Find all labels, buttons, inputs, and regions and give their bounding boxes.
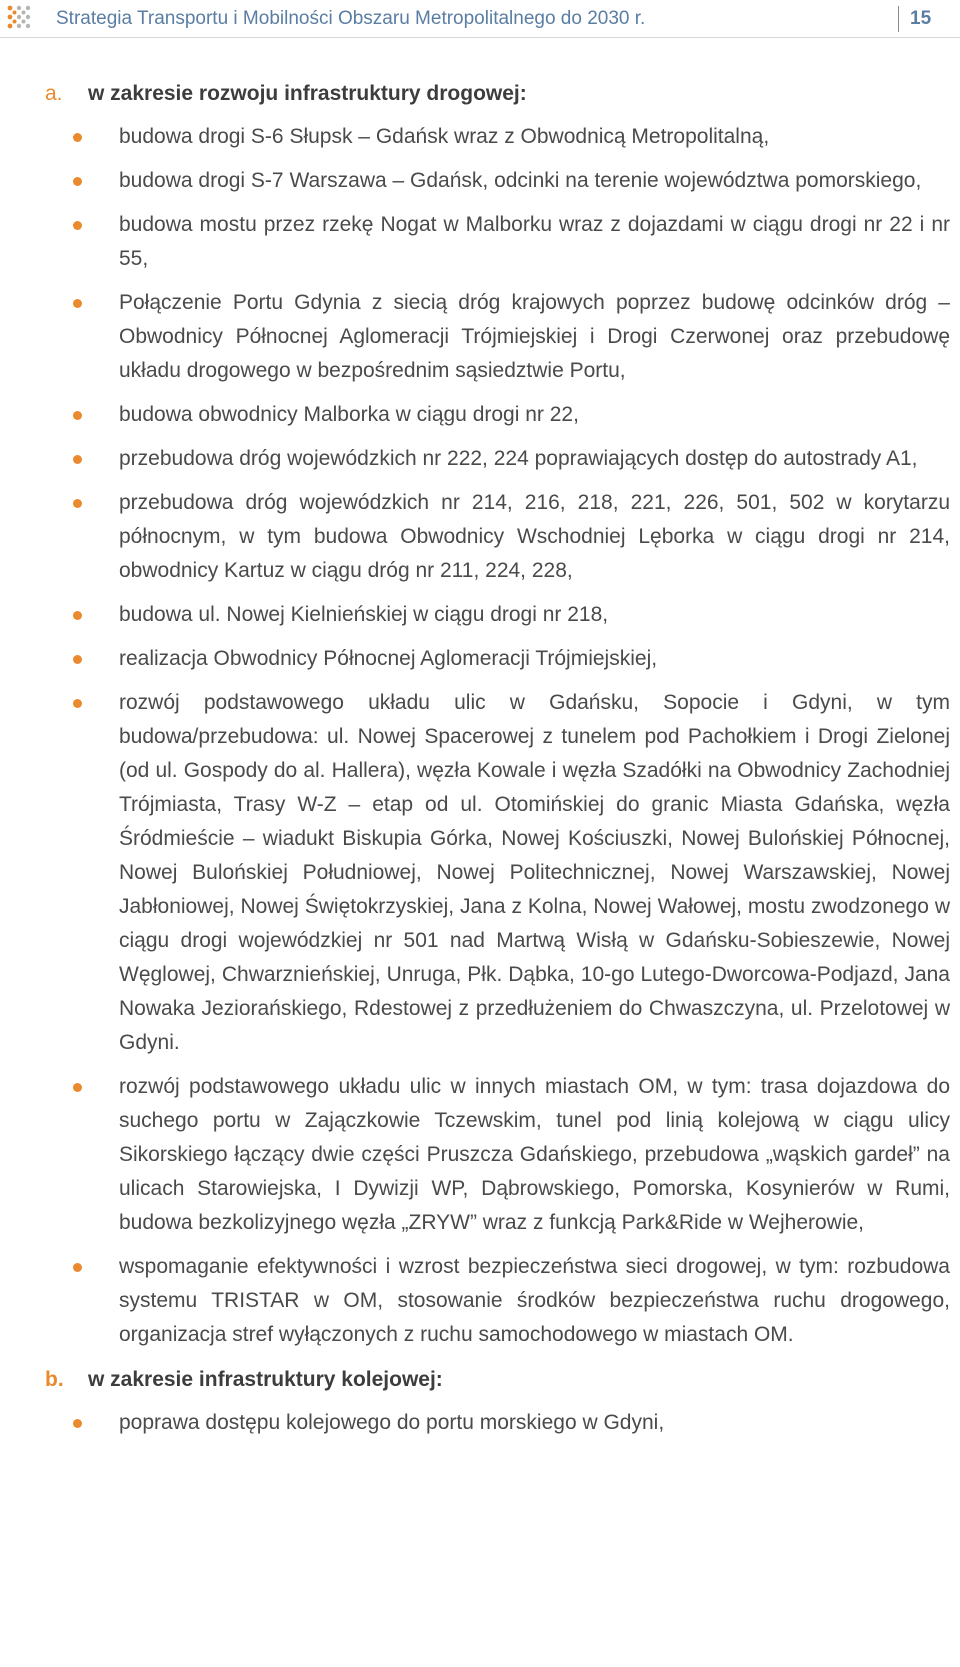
list-item xyxy=(0,686,960,1060)
header-separator xyxy=(898,6,899,32)
document-body xyxy=(0,76,960,1450)
list-item xyxy=(0,1070,960,1240)
list-item-text: budowa drogi S-7 Warszawa – Gdańsk, odcinki na terenie województwa pomorskiego, xyxy=(119,169,922,192)
section-title: w zakresie rozwoju infrastruktury drogowej: xyxy=(88,82,527,105)
bullet-dot-icon xyxy=(73,611,82,620)
list-item xyxy=(0,642,960,676)
list-item xyxy=(0,486,960,588)
bullet-dot-icon xyxy=(73,221,82,230)
list-item-text: Połączenie Portu Gdynia z siecią dróg krajowych poprzez budowę odcinków dróg – Obwodnicy Północnej Aglomeracji Trójmiejskiej i Drogi Czerwonej oraz przebudowę układu drogowego w bezpośrednim sąsiedztwie Portu, xyxy=(119,291,950,382)
list-item-text: przebudowa dróg wojewódzkich nr 222, 224 poprawiających dostęp do autostrady A1, xyxy=(119,447,918,470)
list-item-text: poprawa dostępu kolejowego do portu morskiego w Gdyni, xyxy=(119,1411,665,1434)
list-item-text: rozwój podstawowego układu ulic w Gdańsku, Sopocie i Gdyni, w tym budowa/przebudowa: ul. Nowej Spacerowej z tunelem pod Pachołkiem i Drogi Zielonej (od ul. Gospody do al. Hallera), węzła Kowale i węzła Szadółki na Obwodnicy Zachodniej Trójmiasta, Trasy W-Z – etap od ul. Otomińskiej do granic Miasta Gdańska, węzła Śródmieście – wiadukt Biskupia Górka, Nowej Kościuszki, Nowej Bulońskiej Północnej, Nowej Bulońskiej Południowej, Nowej Politechnicznej, Nowej Warszawskiej, Nowej Jabłoniowej, Nowej Świętokrzyskiej, Jana z Kolna, Nowej Wałowej, mostu zwodzonego w ciągu drogi wojewódzkiej nr 501 nad Martwą Wisłą w Gdańsku-Sobieszewie, Nowej Węglowej, Chwarznieńskiej, Unruga, Płk. Dąbka, 10-go Lutego-Dworcowa-Podjazd, Jana Nowaka Jeziorańskiego, Rdestowej z przedłużeniem do Chwaszczyna, ul. Przelotowej w Gdyni. xyxy=(119,691,950,1054)
list-item xyxy=(0,442,960,476)
section-letter: a. xyxy=(45,82,63,105)
list-item xyxy=(0,164,960,198)
bullet-dot-icon xyxy=(73,133,82,142)
bullet-dot-icon xyxy=(73,411,82,420)
list-item-text: przebudowa dróg wojewódzkich nr 214, 216, 218, 221, 226, 501, 502 w korytarzu północnym, w tym budowa Obwodnicy Wschodniej Lęborka w ciągu drogi nr 214, obwodnicy Kartuz w ciągu dróg nr 211, 224, 228, xyxy=(119,491,950,582)
list-item-text: budowa drogi S-6 Słupsk – Gdańsk wraz z Obwodnicą Metropolitalną, xyxy=(119,125,770,148)
bullet-dot-icon xyxy=(73,1083,82,1092)
bullet-dot-icon xyxy=(73,699,82,708)
bullet-dot-icon xyxy=(73,177,82,186)
list-item-text: wspomaganie efektywności i wzrost bezpieczeństwa sieci drogowej, w tym: rozbudowa systemu TRISTAR w OM, stosowanie środków bezpieczeństwa ruchu drogowego, organizacja stref wyłączonych z ruchu samochodowego w miastach OM. xyxy=(119,1255,950,1346)
list-item-text: budowa ul. Nowej Kielnieńskiej w ciągu drogi nr 218, xyxy=(119,603,609,626)
list-item-text: rozwój podstawowego układu ulic w innych miastach OM, w tym: trasa dojazdowa do suchego portu w Zajączkowie Tczewskim, tunel pod linią kolejową w ciągu ulicy Sikorskiego łączący dwie części Pruszcza Gdańskiego, przebudowa „wąskich gardeł” na ulicach Starowiejska, I Dywizji WP, Dąbrowskiego, Pomorska, Kosynierów w Rumi, budowa bezkolizyjnego węzła „ZRYW” wraz z funkcją Park&Ride w Wejherowie, xyxy=(119,1075,950,1234)
list-item-text: realizacja Obwodnicy Północnej Aglomeracji Trójmiejskiej, xyxy=(119,647,658,670)
list-item xyxy=(0,208,960,276)
list-item-text: budowa mostu przez rzekę Nogat w Malborku wraz z dojazdami w ciągu drogi nr 22 i nr 55, xyxy=(119,213,950,270)
list-item-text: budowa obwodnicy Malborka w ciągu drogi nr 22, xyxy=(119,403,579,426)
bullet-dot-icon xyxy=(73,1419,82,1428)
bullet-dot-icon xyxy=(73,1263,82,1272)
section-title: w zakresie infrastruktury kolejowej: xyxy=(88,1368,443,1391)
list-item xyxy=(0,398,960,432)
document-title: Strategia Transportu i Mobilności Obszaru Metropolitalnego do 2030 r. xyxy=(56,8,646,29)
list-item xyxy=(0,598,960,632)
bullet-dot-icon xyxy=(73,655,82,664)
list-item xyxy=(0,1406,960,1440)
list-item xyxy=(0,1250,960,1352)
bullet-dot-icon xyxy=(73,499,82,508)
bullet-list xyxy=(0,120,960,1352)
metropolitan-logo-icon xyxy=(4,2,34,32)
bullet-dot-icon xyxy=(73,299,82,308)
section-letter: b. xyxy=(45,1368,64,1391)
header-rule xyxy=(0,37,960,38)
section-heading xyxy=(0,76,960,120)
section-heading xyxy=(0,1362,960,1406)
bullet-list xyxy=(0,1406,960,1440)
section-rail-infrastructure xyxy=(0,1362,960,1440)
bullet-dot-icon xyxy=(73,455,82,464)
page-header xyxy=(0,0,960,38)
list-item xyxy=(0,286,960,388)
list-item xyxy=(0,120,960,154)
section-road-infrastructure xyxy=(0,76,960,1352)
page-number: 15 xyxy=(910,8,932,29)
